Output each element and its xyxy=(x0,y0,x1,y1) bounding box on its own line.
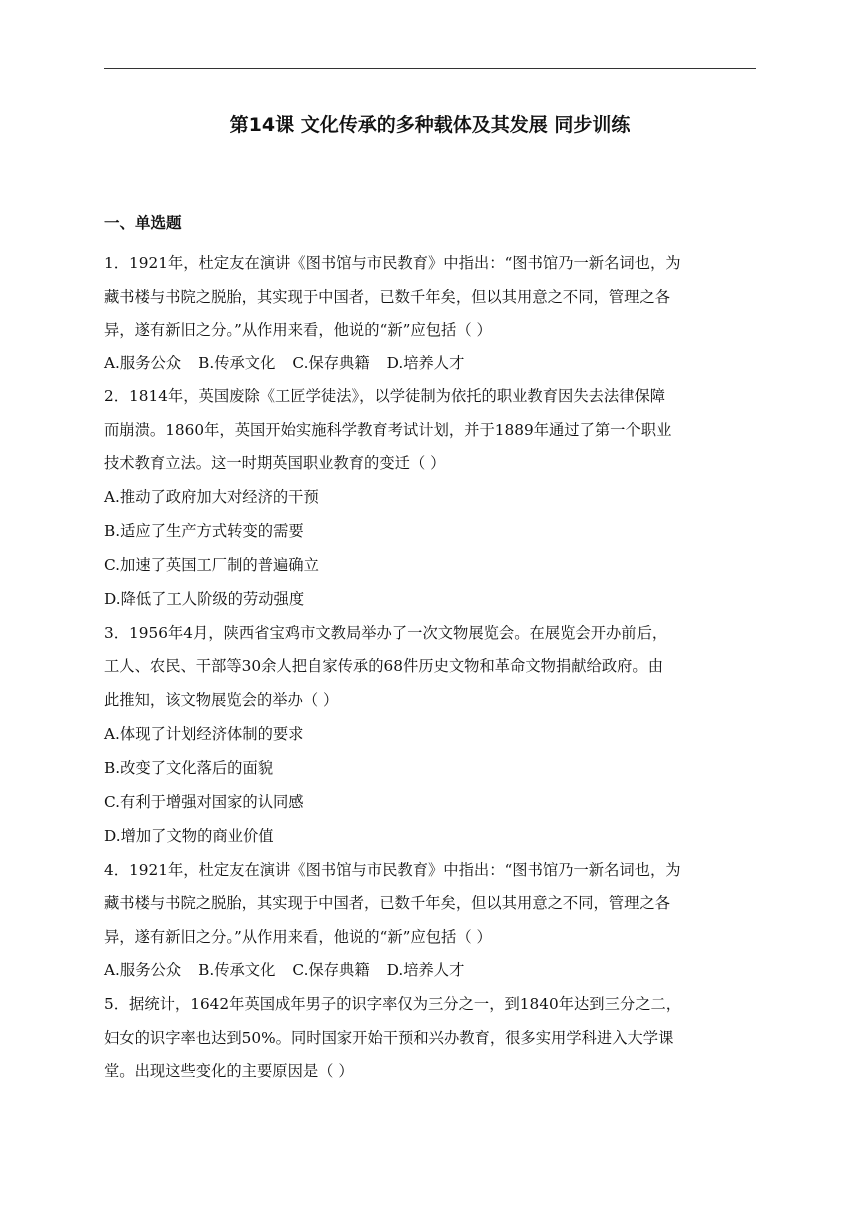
question-1-line-1: 1．1921年，杜定友在演讲《图书馆与市民教育》中指出：“图书馆乃一新名词也，为 xyxy=(104,254,681,272)
question-3-option-c: C.有利于增强对国家的认同感 xyxy=(104,793,304,811)
question-1-line-3: 异，遂有新旧之分。”从作用来看，他说的“新”应包括（ ） xyxy=(104,321,492,339)
question-4-line-2: 藏书楼与书院之脱胎，其实现于中国者，已数千年矣，但以其用意之不同，管理之各 xyxy=(104,894,670,912)
question-5-line-1: 5．据统计，1642年英国成年男子的识字率仅为三分之一，到1840年达到三分之二， xyxy=(104,995,682,1013)
option-a: A.服务公众 xyxy=(104,961,182,979)
question-2-option-d: D.降低了工人阶级的劳动强度 xyxy=(104,590,305,608)
option-d: D.培养人才 xyxy=(386,354,465,372)
question-3-option-b: B.改变了文化落后的面貌 xyxy=(104,759,274,777)
question-3-line-1: 3．1956年4月，陕西省宝鸡市文教局举办了一次文物展览会。在展览会开办前后， xyxy=(104,624,668,642)
question-2-option-b: B.适应了生产方式转变的需要 xyxy=(104,522,304,540)
question-3-line-3: 此推知，该文物展览会的举办（ ） xyxy=(104,691,339,709)
question-5-line-2: 妇女的识字率也达到50%。同时国家开始干预和兴办教育，很多实用学科进入大学课 xyxy=(104,1029,674,1047)
question-4-line-3: 异，遂有新旧之分。”从作用来看，他说的“新”应包括（ ） xyxy=(104,928,492,946)
question-5-line-3: 堂。出现这些变化的主要原因是（ ） xyxy=(104,1062,354,1080)
question-4-options xyxy=(104,960,464,980)
header-rule xyxy=(104,68,756,69)
question-2-option-a: A.推动了政府加大对经济的干预 xyxy=(104,488,319,506)
question-2-line-3: 技术教育立法。这一时期英国职业教育的变迁（ ） xyxy=(104,454,446,472)
question-2-option-c: C.加速了英国工厂制的普遍确立 xyxy=(104,556,319,574)
question-2-line-2: 而崩溃。1860年，英国开始实施科学教育考试计划，并于1889年通过了第一个职业 xyxy=(104,421,672,439)
section-heading: 一、单选题 xyxy=(104,214,182,232)
option-a: A.服务公众 xyxy=(104,354,182,372)
option-b: B.传承文化 xyxy=(198,961,276,979)
option-c: C.保存典籍 xyxy=(292,354,370,372)
question-1-options xyxy=(104,353,464,373)
page-title: 第14课 文化传承的多种载体及其发展 同步训练 xyxy=(229,114,631,136)
question-3-line-2: 工人、农民、干部等30余人把自家传承的68件历史文物和革命文物捐献给政府。由 xyxy=(104,657,664,675)
question-2-line-1: 2．1814年，英国废除《工匠学徒法》，以学徒制为依托的职业教育因失去法律保障 xyxy=(104,387,666,405)
question-4-line-1: 4．1921年，杜定友在演讲《图书馆与市民教育》中指出：“图书馆乃一新名词也，为 xyxy=(104,861,681,879)
question-3-option-a: A.体现了计划经济体制的要求 xyxy=(104,725,304,743)
option-d: D.培养人才 xyxy=(386,961,465,979)
option-b: B.传承文化 xyxy=(198,354,276,372)
question-1-line-2: 藏书楼与书院之脱胎，其实现于中国者，已数千年矣，但以其用意之不同，管理之各 xyxy=(104,288,670,306)
question-3-option-d: D.增加了文物的商业价值 xyxy=(104,827,274,845)
option-c: C.保存典籍 xyxy=(292,961,370,979)
